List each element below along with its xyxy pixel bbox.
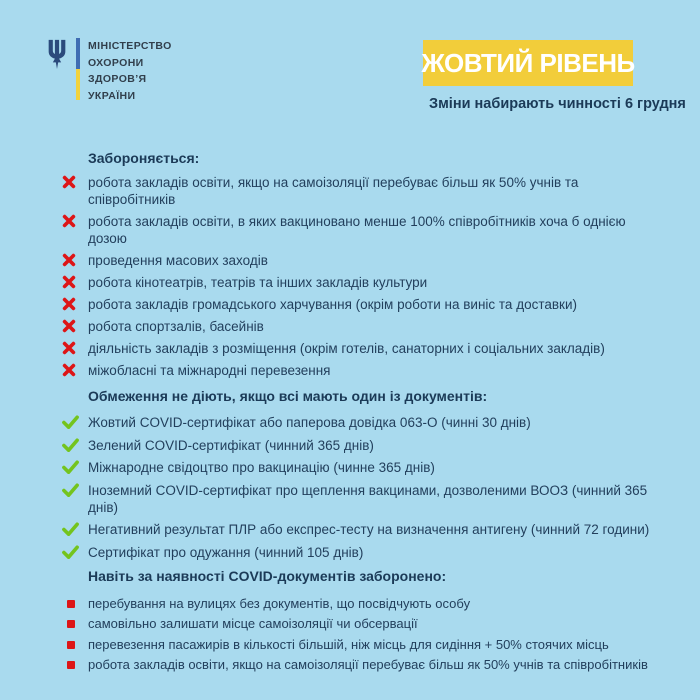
prohibited-item <box>62 318 636 335</box>
prohibited-item <box>62 340 636 357</box>
ministry-name-line: ЗДОРОВ’Я <box>88 73 147 85</box>
section-heading-exceptions: Обмеження не діють, якщо всі мають один із документів: <box>88 388 488 404</box>
prohibited-item-text: проведення масових заходів <box>88 253 268 268</box>
content <box>62 150 674 678</box>
exception-item <box>62 459 674 476</box>
effective-date-subtitle: Зміни набирають чинності 6 грудня <box>429 96 686 112</box>
restriction-item <box>62 637 674 653</box>
prohibited-item <box>62 213 636 247</box>
square-bullet-icon <box>67 641 75 649</box>
ministry-name <box>88 38 172 104</box>
check-icon <box>62 415 79 433</box>
ministry-name-line: УКРАЇНИ <box>88 89 136 102</box>
prohibited-item-text: міжобласні та міжнародні перевезення <box>88 363 331 378</box>
x-mark-icon <box>62 275 76 293</box>
exception-item-text: Негативний результат ПЛР або експрес-тесту на визначення антигену (чинний 72 години) <box>88 522 650 537</box>
section-exceptions <box>62 388 674 561</box>
check-icon <box>62 438 79 456</box>
prohibited-item <box>62 362 636 379</box>
restriction-item <box>62 616 674 632</box>
x-mark-icon <box>62 214 76 232</box>
prohibited-item-text: робота спортзалів, басейнів <box>88 319 264 334</box>
section-heading-always-prohibited: Навіть за наявності COVID-документів заборонено: <box>88 567 447 584</box>
prohibited-item <box>62 274 636 291</box>
exception-item-text: Сертифікат про одужання (чинний 105 днів) <box>88 544 364 560</box>
exceptions-list <box>62 414 674 561</box>
restriction-item-text: перебування на вулицях без документів, що посвідчують особу <box>88 595 471 611</box>
restriction-item-text: робота закладів освіти, якщо на самоізоляції перебуває більш як 50% учнів та співробітників <box>88 657 648 672</box>
x-mark-icon <box>62 363 76 381</box>
prohibited-item <box>62 296 636 313</box>
section-prohibited <box>62 150 674 379</box>
exception-item <box>62 414 674 431</box>
flag-divider <box>76 38 80 100</box>
check-icon <box>62 483 79 501</box>
check-icon <box>62 545 79 563</box>
prohibited-item-text: діяльність закладів з розміщення (окрім готелів, санаторних і соціальних закладів) <box>88 341 605 356</box>
x-mark-icon <box>62 341 76 359</box>
prohibited-item-text: робота кінотеатрів, театрів та інших закладів культури <box>88 275 428 290</box>
prohibited-item-text: робота закладів освіти, якщо на самоізоляції перебуває більш як 50% учнів та співробітників <box>88 175 579 207</box>
ministry-logo <box>46 36 172 104</box>
always-prohibited-list <box>62 596 674 674</box>
exception-item <box>62 437 674 454</box>
ministry-name-line: ОХОРОНИ <box>88 56 144 69</box>
restriction-item <box>62 657 674 673</box>
ministry-name-line: МІНІСТЕРСТВО <box>88 40 172 52</box>
prohibited-item-text: робота закладів громадського харчування (окрім роботи на виніс та доставки) <box>88 297 577 312</box>
x-mark-icon <box>62 253 76 271</box>
exception-item-text: Жовтий COVID-сертифікат або паперова довідка 063-О (чинні 30 днів) <box>88 415 531 430</box>
restriction-item-text: перевезення пасажирів в кількості більшій, ніж місць для сидіння + 50% стоячих місць <box>88 636 609 652</box>
square-bullet-icon <box>67 600 75 608</box>
section-always-prohibited <box>62 568 674 674</box>
prohibited-list <box>62 174 674 379</box>
square-bullet-icon <box>67 661 75 669</box>
exception-item-text: Зелений COVID-сертифікат (чинний 365 днів) <box>88 437 374 453</box>
check-icon <box>62 460 79 478</box>
square-bullet-icon <box>67 620 75 628</box>
prohibited-item-text: робота закладів освіти, в яких вакциновано менше 100% співробітників хоча б однією дозою <box>88 214 626 246</box>
x-mark-icon <box>62 175 76 193</box>
exception-item-text: Міжнародне свідоцтво про вакцинацію (чинне 365 днів) <box>88 460 435 475</box>
level-banner: ЖОВТИЙ РІВЕНЬ <box>423 40 633 86</box>
restriction-item <box>62 596 674 612</box>
exception-item <box>62 482 674 516</box>
restriction-item-text: самовільно залишати місце самоізоляції чи обсервації <box>88 616 418 631</box>
exception-item <box>62 544 674 561</box>
x-mark-icon <box>62 297 76 315</box>
exception-item-text: Іноземний COVID-сертифікат про щеплення вакцинами, дозволеними ВООЗ (чинний 365 днів) <box>88 482 648 515</box>
exception-item <box>62 521 674 538</box>
trident-icon <box>46 39 68 74</box>
x-mark-icon <box>62 319 76 337</box>
prohibited-item <box>62 252 636 269</box>
section-heading-prohibited: Забороняється: <box>88 150 200 166</box>
prohibited-item <box>62 174 636 208</box>
check-icon <box>62 522 79 540</box>
